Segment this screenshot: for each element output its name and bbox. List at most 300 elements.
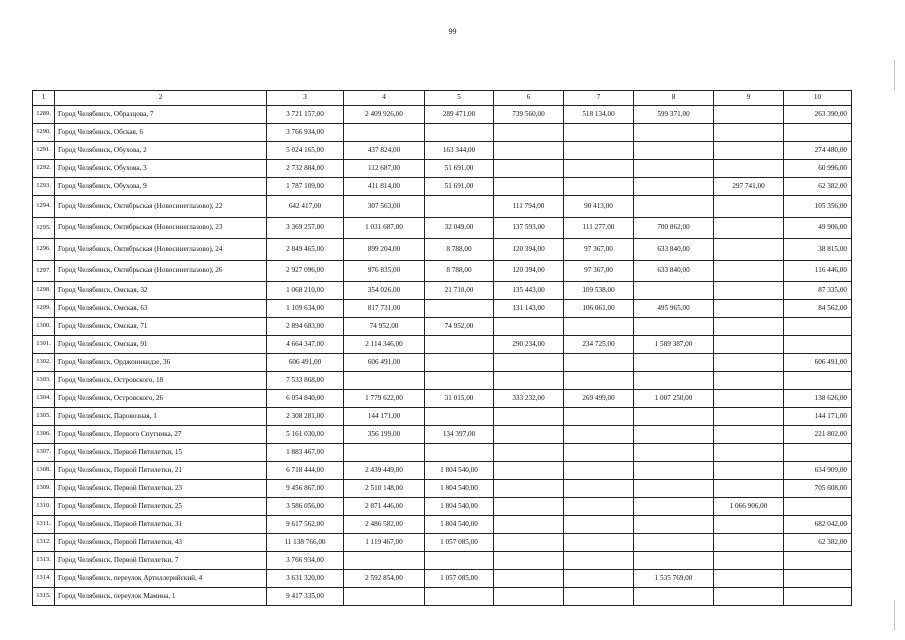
amount-cell-col-6 — [494, 142, 564, 160]
row-number-cell: 1295. — [33, 217, 55, 239]
amount-cell-col-7 — [564, 178, 634, 196]
table-row — [33, 124, 852, 142]
amount-cell-col-3: 4 664 347,00 — [267, 336, 344, 354]
amount-cell-col-4: 74 952,00 — [344, 318, 425, 336]
row-number-cell: 1309. — [33, 480, 55, 498]
amount-cell-col-10 — [784, 570, 852, 588]
amount-cell-col-8: 700 862,00 — [634, 217, 714, 239]
amount-cell-col-7 — [564, 142, 634, 160]
table-row — [33, 588, 852, 606]
amount-cell-col-5: 1 057 085,00 — [425, 570, 494, 588]
amount-cell-col-6 — [494, 124, 564, 142]
amount-cell-col-9 — [714, 588, 784, 606]
amount-cell-col-3: 7 533 868,00 — [267, 372, 344, 390]
column-header-4: 4 — [344, 91, 425, 106]
amount-cell-col-3: 2 732 884,00 — [267, 160, 344, 178]
amount-cell-col-10: 138 626,00 — [784, 390, 852, 408]
amount-cell-col-9 — [714, 106, 784, 124]
amount-cell-col-7: 234 725,00 — [564, 336, 634, 354]
amount-cell-col-6 — [494, 354, 564, 372]
address-cell: Город Челябинск, переулок Артиллерийский, 4 — [55, 570, 267, 588]
amount-cell-col-3: 9 617 562,00 — [267, 516, 344, 534]
amount-cell-col-5 — [425, 444, 494, 462]
amount-cell-col-8: 1 007 250,00 — [634, 390, 714, 408]
amount-cell-col-3: 1 787 109,00 — [267, 178, 344, 196]
amount-cell-col-10: 606 491,00 — [784, 354, 852, 372]
amount-cell-col-7 — [564, 498, 634, 516]
row-number-cell: 1308. — [33, 462, 55, 480]
amount-cell-col-9 — [714, 282, 784, 300]
amount-cell-col-7 — [564, 408, 634, 426]
row-number-cell: 1304. — [33, 390, 55, 408]
amount-cell-col-9 — [714, 300, 784, 318]
amount-cell-col-9 — [714, 336, 784, 354]
amount-cell-col-9 — [714, 462, 784, 480]
row-number-cell: 1297. — [33, 260, 55, 282]
amount-cell-col-7 — [564, 124, 634, 142]
amount-cell-col-7 — [564, 516, 634, 534]
amount-cell-col-3: 6 718 444,00 — [267, 462, 344, 480]
amount-cell-col-8: 495 965,00 — [634, 300, 714, 318]
amount-cell-col-8 — [634, 444, 714, 462]
amount-cell-col-4: 144 171,00 — [344, 408, 425, 426]
address-cell: Город Челябинск, Островского, 18 — [55, 372, 267, 390]
amount-cell-col-9 — [714, 408, 784, 426]
amount-cell-col-10: 49 906,00 — [784, 217, 852, 239]
address-cell: Город Челябинск, Островского, 26 — [55, 390, 267, 408]
amount-cell-col-5: 1 057 085,00 — [425, 534, 494, 552]
amount-cell-col-8 — [634, 372, 714, 390]
amount-cell-col-7 — [564, 426, 634, 444]
amount-cell-col-5 — [425, 300, 494, 318]
table-row — [33, 552, 852, 570]
amount-cell-col-6 — [494, 552, 564, 570]
amount-cell-col-9 — [714, 217, 784, 239]
row-number-cell: 1289. — [33, 106, 55, 124]
amount-cell-col-7: 106 061,00 — [564, 300, 634, 318]
amount-cell-col-8 — [634, 318, 714, 336]
amount-cell-col-7 — [564, 534, 634, 552]
amount-cell-col-8: 633 840,00 — [634, 260, 714, 282]
address-cell: Город Челябинск, Паровозная, 1 — [55, 408, 267, 426]
amount-cell-col-7 — [564, 160, 634, 178]
amount-cell-col-6 — [494, 426, 564, 444]
column-header-5: 5 — [425, 91, 494, 106]
address-cell: Город Челябинск, Обухова, 3 — [55, 160, 267, 178]
column-header-10: 10 — [784, 91, 852, 106]
amount-cell-col-6 — [494, 534, 564, 552]
address-cell: Город Челябинск, Омская, 91 — [55, 336, 267, 354]
address-cell: Город Челябинск, Омская, 32 — [55, 282, 267, 300]
row-number-cell: 1310. — [33, 498, 55, 516]
row-number-cell: 1294. — [33, 196, 55, 218]
address-cell: Город Челябинск, Первой Пятилетки, 23 — [55, 480, 267, 498]
row-number-cell: 1300. — [33, 318, 55, 336]
amount-cell-col-9 — [714, 552, 784, 570]
amount-cell-col-3: 3 631 320,00 — [267, 570, 344, 588]
amount-cell-col-8 — [634, 534, 714, 552]
table-row — [33, 336, 852, 354]
amount-cell-col-6 — [494, 372, 564, 390]
amount-cell-col-9 — [714, 318, 784, 336]
column-header-1: 1 — [33, 91, 55, 106]
amount-cell-col-6: 333 232,00 — [494, 390, 564, 408]
amount-cell-col-8: 599 371,00 — [634, 106, 714, 124]
amount-cell-col-7: 111 277,00 — [564, 217, 634, 239]
amount-cell-col-4 — [344, 552, 425, 570]
amount-cell-col-5: 163 344,00 — [425, 142, 494, 160]
amount-cell-col-9 — [714, 516, 784, 534]
amount-cell-col-10 — [784, 498, 852, 516]
amount-cell-col-4: 1 779 622,00 — [344, 390, 425, 408]
amount-cell-col-6 — [494, 408, 564, 426]
row-number-cell: 1315. — [33, 588, 55, 606]
amount-cell-col-9 — [714, 196, 784, 218]
amount-cell-col-10: 38 815,00 — [784, 239, 852, 261]
amount-cell-col-3: 1 883 467,00 — [267, 444, 344, 462]
row-number-cell: 1302. — [33, 354, 55, 372]
table-row — [33, 282, 852, 300]
amount-cell-col-4: 1 031 687,00 — [344, 217, 425, 239]
amount-cell-col-5: 8 788,00 — [425, 260, 494, 282]
address-cell: Город Челябинск, Первой Пятилетки, 43 — [55, 534, 267, 552]
amount-cell-col-8: 1 535 769,00 — [634, 570, 714, 588]
amount-cell-col-3: 1 109 634,00 — [267, 300, 344, 318]
table-row — [33, 462, 852, 480]
amount-cell-col-3: 5 161 030,00 — [267, 426, 344, 444]
amount-cell-col-10: 62 382,00 — [784, 534, 852, 552]
amount-cell-col-3: 3 369 257,00 — [267, 217, 344, 239]
amount-cell-col-5: 1 804 540,00 — [425, 516, 494, 534]
amount-cell-col-5 — [425, 354, 494, 372]
amount-cell-col-6: 290 234,00 — [494, 336, 564, 354]
row-number-cell: 1298. — [33, 282, 55, 300]
amount-cell-col-3: 1 068 210,00 — [267, 282, 344, 300]
amount-cell-col-6 — [494, 462, 564, 480]
column-header-9: 9 — [714, 91, 784, 106]
row-number-cell: 1311. — [33, 516, 55, 534]
page-number: 99 — [448, 27, 457, 36]
amount-cell-col-8 — [634, 282, 714, 300]
amount-cell-col-3: 11 138 766,00 — [267, 534, 344, 552]
scan-edge-mark — [894, 60, 895, 90]
row-number-cell: 1312. — [33, 534, 55, 552]
amount-cell-col-3: 3 586 056,00 — [267, 498, 344, 516]
amount-cell-col-3: 9 456 867,00 — [267, 480, 344, 498]
amount-cell-col-6: 131 143,00 — [494, 300, 564, 318]
amount-cell-col-6: 137 593,00 — [494, 217, 564, 239]
amount-cell-col-5 — [425, 588, 494, 606]
address-cell: Город Челябинск, Первой Пятилетки, 15 — [55, 444, 267, 462]
amount-cell-col-6: 120 394,00 — [494, 239, 564, 261]
table-row — [33, 534, 852, 552]
amount-cell-col-10: 105 356,00 — [784, 196, 852, 218]
amount-cell-col-3: 642 417,00 — [267, 196, 344, 218]
amount-cell-col-7 — [564, 444, 634, 462]
amount-cell-col-9 — [714, 124, 784, 142]
amount-cell-col-7 — [564, 480, 634, 498]
amount-cell-col-6: 739 560,00 — [494, 106, 564, 124]
amount-cell-col-6 — [494, 160, 564, 178]
amount-cell-col-4: 112 687,00 — [344, 160, 425, 178]
amount-cell-col-9 — [714, 480, 784, 498]
row-number-cell: 1307. — [33, 444, 55, 462]
amount-cell-col-3: 3 721 157,00 — [267, 106, 344, 124]
amount-cell-col-6 — [494, 588, 564, 606]
amount-cell-col-8 — [634, 124, 714, 142]
address-cell: Город Челябинск, переулок Мамина, 1 — [55, 588, 267, 606]
table-row — [33, 354, 852, 372]
amount-cell-col-6 — [494, 318, 564, 336]
amount-cell-col-9 — [714, 160, 784, 178]
amount-cell-col-8: 633 840,00 — [634, 239, 714, 261]
amount-cell-col-10 — [784, 336, 852, 354]
amount-cell-col-3: 9 417 335,00 — [267, 588, 344, 606]
amount-cell-col-5: 8 788,00 — [425, 239, 494, 261]
amount-cell-col-10: 84 562,00 — [784, 300, 852, 318]
amount-cell-col-9: 297 741,00 — [714, 178, 784, 196]
amount-cell-col-3: 2 308 281,00 — [267, 408, 344, 426]
column-header-2: 2 — [55, 91, 267, 106]
table-row — [33, 239, 852, 261]
amount-cell-col-7: 97 367,00 — [564, 239, 634, 261]
address-cell: Город Челябинск, Октябрьская (Новосинеглазово), 26 — [55, 260, 267, 282]
amount-cell-col-10: 116 446,00 — [784, 260, 852, 282]
amount-cell-col-4: 2 510 148,00 — [344, 480, 425, 498]
table-row — [33, 260, 852, 282]
table-row — [33, 498, 852, 516]
amount-cell-col-8 — [634, 462, 714, 480]
amount-cell-col-8 — [634, 196, 714, 218]
amount-cell-col-4: 356 199,00 — [344, 426, 425, 444]
address-cell: Город Челябинск, Первой Пятилетки, 7 — [55, 552, 267, 570]
amount-cell-col-10: 144 171,00 — [784, 408, 852, 426]
amount-cell-col-10: 87 335,00 — [784, 282, 852, 300]
row-number-cell: 1292. — [33, 160, 55, 178]
amount-cell-col-5: 1 804 540,00 — [425, 462, 494, 480]
amount-cell-col-4: 606 491,00 — [344, 354, 425, 372]
amount-cell-col-10 — [784, 372, 852, 390]
amount-cell-col-4: 437 824,00 — [344, 142, 425, 160]
amount-cell-col-4: 411 814,00 — [344, 178, 425, 196]
row-number-cell: 1305. — [33, 408, 55, 426]
amount-cell-col-10: 60 996,00 — [784, 160, 852, 178]
amount-cell-col-4: 817 731,00 — [344, 300, 425, 318]
amount-cell-col-8 — [634, 426, 714, 444]
address-cell: Город Челябинск, Орджоникидзе, 36 — [55, 354, 267, 372]
amount-cell-col-5 — [425, 336, 494, 354]
amount-cell-col-7: 90 413,00 — [564, 196, 634, 218]
amount-cell-col-9 — [714, 570, 784, 588]
table-row — [33, 106, 852, 124]
amount-cell-col-6: 120 394,00 — [494, 260, 564, 282]
amount-cell-col-9 — [714, 390, 784, 408]
amount-cell-col-8 — [634, 498, 714, 516]
address-cell: Город Челябинск, Обухова, 2 — [55, 142, 267, 160]
amount-cell-col-5: 1 804 540,00 — [425, 498, 494, 516]
table-row — [33, 516, 852, 534]
amount-cell-col-5: 289 471,00 — [425, 106, 494, 124]
amount-cell-col-7: 109 538,00 — [564, 282, 634, 300]
table-row — [33, 372, 852, 390]
amount-cell-col-8 — [634, 480, 714, 498]
data-table — [32, 90, 852, 606]
column-header-7: 7 — [564, 91, 634, 106]
table-row — [33, 426, 852, 444]
row-number-cell: 1301. — [33, 336, 55, 354]
amount-cell-col-9 — [714, 260, 784, 282]
amount-cell-col-8 — [634, 178, 714, 196]
table-body — [33, 91, 852, 606]
amount-cell-col-6: 135 443,00 — [494, 282, 564, 300]
address-cell: Город Челябинск, Обухова, 9 — [55, 178, 267, 196]
amount-cell-col-3: 6 054 840,00 — [267, 390, 344, 408]
amount-cell-col-10 — [784, 124, 852, 142]
address-cell: Город Челябинск, Первого Спутника, 27 — [55, 426, 267, 444]
amount-cell-col-10 — [784, 552, 852, 570]
amount-cell-col-7 — [564, 588, 634, 606]
row-number-cell: 1293. — [33, 178, 55, 196]
amount-cell-col-6 — [494, 178, 564, 196]
amount-cell-col-7: 518 134,00 — [564, 106, 634, 124]
amount-cell-col-5 — [425, 196, 494, 218]
address-cell: Город Челябинск, Октябрьская (Новосинеглазово), 22 — [55, 196, 267, 218]
amount-cell-col-10: 62 382,00 — [784, 178, 852, 196]
amount-cell-col-5 — [425, 552, 494, 570]
row-number-cell: 1314. — [33, 570, 55, 588]
amount-cell-col-9 — [714, 239, 784, 261]
table-header-row — [33, 91, 852, 106]
amount-cell-col-5: 21 710,00 — [425, 282, 494, 300]
amount-cell-col-8 — [634, 516, 714, 534]
address-cell: Город Челябинск, Первой Пятилетки, 25 — [55, 498, 267, 516]
row-number-cell: 1303. — [33, 372, 55, 390]
amount-cell-col-5 — [425, 124, 494, 142]
amount-cell-col-5: 74 952,00 — [425, 318, 494, 336]
row-number-cell: 1296. — [33, 239, 55, 261]
amount-cell-col-4: 2 592 854,00 — [344, 570, 425, 588]
amount-cell-col-7 — [564, 372, 634, 390]
table-row — [33, 300, 852, 318]
amount-cell-col-3: 3 766 934,00 — [267, 124, 344, 142]
amount-cell-col-10: 634 909,00 — [784, 462, 852, 480]
amount-cell-col-6: 111 794,00 — [494, 196, 564, 218]
amount-cell-col-10: 705 608,00 — [784, 480, 852, 498]
amount-cell-col-9 — [714, 426, 784, 444]
amount-cell-col-9 — [714, 372, 784, 390]
amount-cell-col-3: 2 849 465,00 — [267, 239, 344, 261]
amount-cell-col-4: 2 439 449,00 — [344, 462, 425, 480]
address-cell: Город Челябинск, Образцова, 7 — [55, 106, 267, 124]
address-cell: Город Челябинск, Омская, 63 — [55, 300, 267, 318]
amount-cell-col-10: 221 802,00 — [784, 426, 852, 444]
column-header-6: 6 — [494, 91, 564, 106]
amount-cell-col-7 — [564, 318, 634, 336]
column-header-8: 8 — [634, 91, 714, 106]
amount-cell-col-8 — [634, 408, 714, 426]
amount-cell-col-9 — [714, 142, 784, 160]
amount-cell-col-7 — [564, 354, 634, 372]
amount-cell-col-8: 1 589 387,00 — [634, 336, 714, 354]
amount-cell-col-9 — [714, 444, 784, 462]
column-header-3: 3 — [267, 91, 344, 106]
amount-cell-col-8 — [634, 160, 714, 178]
amount-cell-col-3: 2 927 096,00 — [267, 260, 344, 282]
amount-cell-col-5: 32 049,00 — [425, 217, 494, 239]
row-number-cell: 1290. — [33, 124, 55, 142]
amount-cell-col-4: 899 204,00 — [344, 239, 425, 261]
table-row — [33, 318, 852, 336]
table-row — [33, 142, 852, 160]
amount-cell-col-8 — [634, 588, 714, 606]
address-cell: Город Челябинск, Омская, 71 — [55, 318, 267, 336]
amount-cell-col-9 — [714, 534, 784, 552]
amount-cell-col-4: 2 409 926,00 — [344, 106, 425, 124]
table-row — [33, 480, 852, 498]
amount-cell-col-5 — [425, 372, 494, 390]
table-row — [33, 160, 852, 178]
table-row — [33, 196, 852, 218]
amount-cell-col-6 — [494, 516, 564, 534]
amount-cell-col-8 — [634, 354, 714, 372]
amount-cell-col-9 — [714, 354, 784, 372]
amount-cell-col-5: 51 691,00 — [425, 178, 494, 196]
row-number-cell: 1291. — [33, 142, 55, 160]
table-row — [33, 178, 852, 196]
address-cell: Город Челябинск, Обская, 6 — [55, 124, 267, 142]
row-number-cell: 1313. — [33, 552, 55, 570]
address-cell: Город Челябинск, Октябрьская (Новосинеглазово), 24 — [55, 239, 267, 261]
amount-cell-col-7 — [564, 570, 634, 588]
amount-cell-col-6 — [494, 444, 564, 462]
table-row — [33, 390, 852, 408]
amount-cell-col-4: 307 563,00 — [344, 196, 425, 218]
amount-cell-col-3: 2 894 683,00 — [267, 318, 344, 336]
amount-cell-col-4 — [344, 372, 425, 390]
amount-cell-col-4 — [344, 124, 425, 142]
amount-cell-col-6 — [494, 498, 564, 516]
amount-cell-col-7: 269 499,00 — [564, 390, 634, 408]
amount-cell-col-10 — [784, 318, 852, 336]
amount-cell-col-4: 2 114 346,00 — [344, 336, 425, 354]
amount-cell-col-5: 31 015,00 — [425, 390, 494, 408]
scan-edge-mark — [894, 600, 895, 630]
amount-cell-col-3: 606 491,00 — [267, 354, 344, 372]
amount-cell-col-7 — [564, 552, 634, 570]
amount-cell-col-7: 97 367,00 — [564, 260, 634, 282]
table-row — [33, 444, 852, 462]
amount-cell-col-10 — [784, 588, 852, 606]
amount-cell-col-9: 1 066 906,00 — [714, 498, 784, 516]
address-cell: Город Челябинск, Октябрьская (Новосинеглазово), 23 — [55, 217, 267, 239]
row-number-cell: 1306. — [33, 426, 55, 444]
amount-cell-col-4: 1 119 467,00 — [344, 534, 425, 552]
amount-cell-col-4: 2 871 446,00 — [344, 498, 425, 516]
amount-cell-col-4: 976 835,00 — [344, 260, 425, 282]
amount-cell-col-3: 3 766 934,00 — [267, 552, 344, 570]
amount-cell-col-7 — [564, 462, 634, 480]
address-cell: Город Челябинск, Первой Пятилетки, 31 — [55, 516, 267, 534]
amount-cell-col-10 — [784, 444, 852, 462]
amount-cell-col-8 — [634, 142, 714, 160]
amount-cell-col-6 — [494, 570, 564, 588]
amount-cell-col-5: 134 397,00 — [425, 426, 494, 444]
amount-cell-col-8 — [634, 552, 714, 570]
amount-cell-col-5: 51 691,00 — [425, 160, 494, 178]
amount-cell-col-4: 2 486 582,00 — [344, 516, 425, 534]
amount-cell-col-10: 682 042,00 — [784, 516, 852, 534]
table-row — [33, 408, 852, 426]
